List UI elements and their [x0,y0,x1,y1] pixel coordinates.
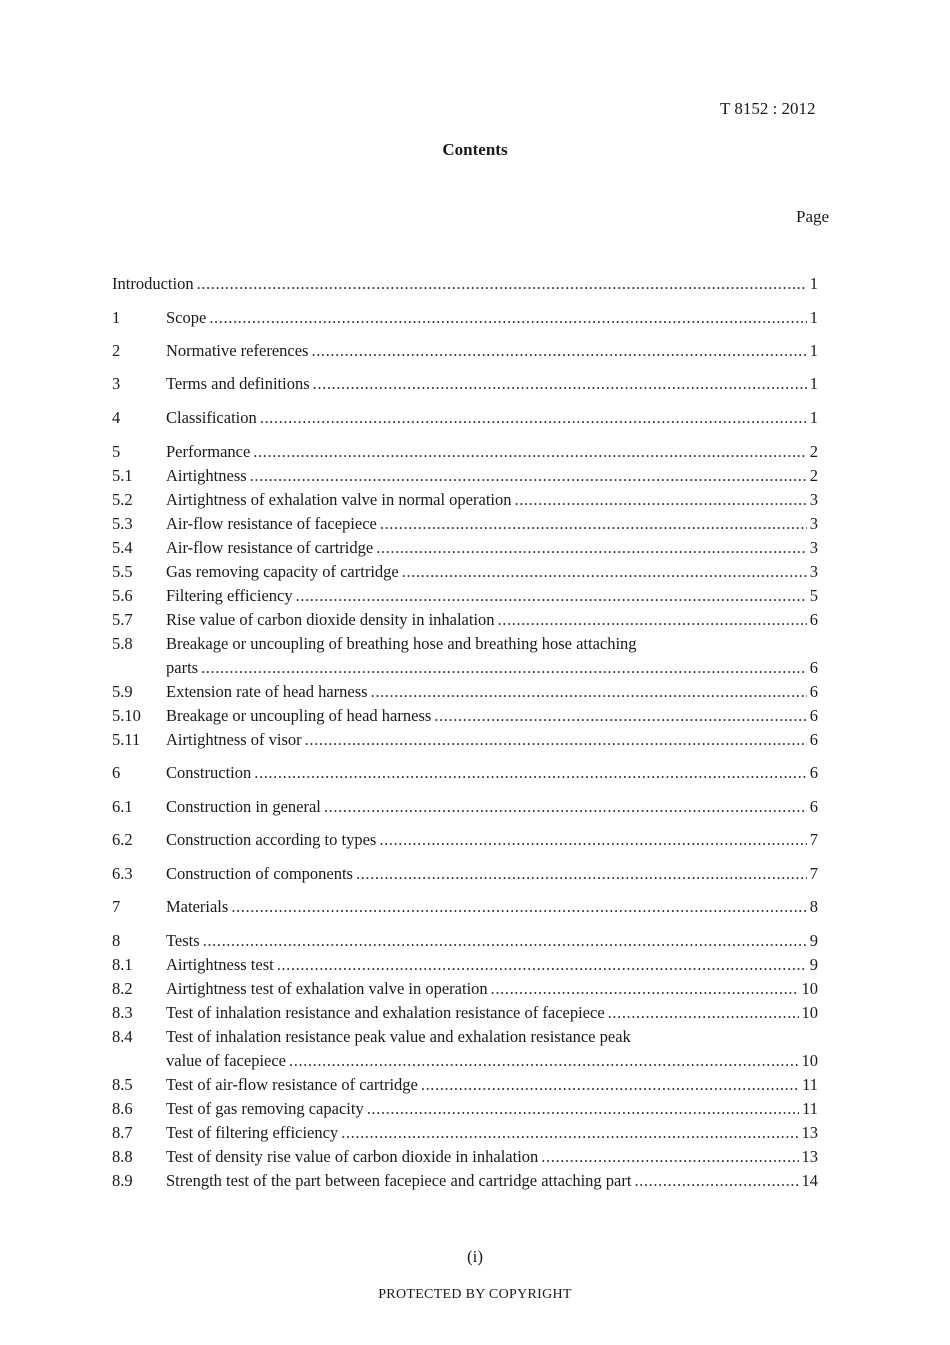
toc-section-number: 8.1 [112,955,133,974]
toc-section-title: Test of gas removing capacity [166,1099,364,1118]
toc-section-title: Airtightness [166,466,247,485]
toc-page-number: 9 [809,931,818,950]
toc-page-number: 11 [802,1099,818,1118]
toc-section-title: Materials [166,897,229,916]
dot-leader [371,680,807,704]
toc-section-number: 5.10 [112,706,141,725]
toc-section-title: Breakage or uncoupling of head harness [166,706,432,725]
dot-leader [515,488,807,512]
toc-section-title: Normative references [166,341,309,360]
toc-section-title: Extension rate of head harness [166,682,368,701]
toc-entry[interactable] [112,584,818,608]
toc-page-number: 10 [801,1003,818,1022]
toc-section-number: 6.1 [112,797,133,816]
toc-entry[interactable] [112,608,818,632]
toc-page-number: 1 [809,408,818,427]
toc-section-title: Breakage or uncoupling of breathing hose and breathing hose attaching [166,634,637,653]
toc-entry[interactable] [112,704,818,728]
toc-section-number: 5.6 [112,586,133,605]
dot-leader [203,929,807,953]
toc-page-number: 3 [809,562,818,581]
toc-page-number: 2 [809,442,818,461]
toc-entry[interactable] [112,440,818,464]
toc-section-title: Test of density rise value of carbon dioxide in inhalation [166,1147,539,1166]
toc-page-number: 7 [809,830,818,849]
toc-page-number: 13 [801,1123,818,1142]
toc-entry[interactable] [112,536,818,560]
dot-leader [324,795,807,819]
dot-leader [341,1121,798,1145]
toc-section-number: 2 [112,341,121,360]
dot-leader [231,895,806,919]
dot-leader [305,728,807,752]
toc-section-title: Test of filtering efficiency [166,1123,339,1142]
toc-section-title: Air-flow resistance of cartridge [166,538,374,557]
toc-entry[interactable] [112,464,818,488]
copyright-notice: PROTECTED BY COPYRIGHT [378,1287,572,1302]
toc-section-number: 5.5 [112,562,133,581]
toc-section-number: 8.4 [112,1027,133,1046]
toc-page-number: 1 [809,374,818,393]
toc-page-number: 8 [809,897,818,916]
toc-entry[interactable] [112,560,818,584]
toc-section-title: Airtightness of exhalation valve in normal operation [166,490,512,509]
toc-section-title: Test of inhalation resistance and exhalation resistance of facepiece [166,1003,605,1022]
dot-leader [379,828,806,852]
toc-entry[interactable] [112,1169,818,1193]
toc-section-title: Air-flow resistance of facepiece [166,514,377,533]
footer-page-number: (i) [466,1247,484,1266]
toc-section-number: 5.9 [112,682,133,701]
toc-section-number: 6.2 [112,830,133,849]
toc-page-number: 6 [809,706,818,725]
toc-page-number: 1 [809,308,818,327]
toc-entry[interactable] [112,977,818,1001]
toc-section-number: 7 [112,897,121,916]
toc-page-number: 9 [809,955,818,974]
dot-leader [356,862,807,886]
toc-section-number: 8.8 [112,1147,133,1166]
toc-section-title: Airtightness test of exhalation valve in operation [166,979,488,998]
toc-entry[interactable] [112,795,818,819]
toc-page-number: 1 [809,274,818,293]
toc-section-number: 8.3 [112,1003,133,1022]
dot-leader [434,704,806,728]
dot-leader [313,372,807,396]
toc-section-number: 3 [112,374,121,393]
toc-entry[interactable] [112,862,818,886]
dot-leader [311,339,806,363]
toc-page-number: 6 [809,682,818,701]
toc-entry[interactable] [112,1025,818,1073]
toc-page-number: 5 [809,586,818,605]
toc-page-number: 6 [809,730,818,749]
toc-page-number: 11 [802,1075,818,1094]
dot-leader [209,306,806,330]
toc-section-number: 8 [112,931,121,950]
toc-page-number: 3 [809,538,818,557]
toc-section-title: Terms and definitions [166,374,310,393]
toc-page-number: 6 [809,763,818,782]
page-column-label: Page [796,207,830,226]
toc-section-title: Gas removing capacity of cartridge [166,562,399,581]
dot-leader [380,512,807,536]
toc-section-title: Strength test of the part between facepiece and cartridge attaching part [166,1171,632,1190]
toc-section-number: 1 [112,308,121,327]
toc-entry[interactable] [112,953,818,977]
toc-section-number: 5.11 [112,730,141,749]
toc-section-number: 5 [112,442,121,461]
toc-entry[interactable] [112,1145,818,1169]
toc-entry[interactable] [112,372,818,396]
toc-section-number: 5.8 [112,634,133,653]
toc-section-title: Construction of components [166,864,353,883]
dot-leader [296,584,807,608]
toc-page-number: 6 [809,797,818,816]
dot-leader [376,536,807,560]
toc-entry[interactable] [112,728,818,752]
toc-section-title: Performance [166,442,251,461]
toc-section-title: Scope [166,308,207,327]
toc-entry[interactable] [112,1121,818,1145]
document-code: T 8152 : 2012 [720,99,816,118]
toc-entry[interactable] [112,1001,818,1025]
toc-section-title: Construction [166,763,252,782]
toc-section-number: 5.4 [112,538,133,557]
dot-leader [250,464,807,488]
dot-leader [197,272,807,296]
toc-section-title-continued: value of facepiece [166,1051,286,1070]
dot-leader [634,1169,798,1193]
toc-entry[interactable] [112,512,818,536]
toc-section-title: Classification [166,408,257,427]
toc-entry[interactable] [112,339,818,363]
toc-page-number: 3 [809,514,818,533]
toc-section-number: 5.7 [112,610,133,629]
toc-section-title: Test of air-flow resistance of cartridge [166,1075,418,1094]
dot-leader [289,1049,799,1073]
dot-leader [421,1073,799,1097]
toc-page-number: 1 [809,341,818,360]
toc-section-number: 8.2 [112,979,133,998]
toc-section-title: Test of inhalation resistance peak value and exhalation resistance peak [166,1027,631,1046]
toc-section-number: 5.3 [112,514,133,533]
dot-leader [260,406,807,430]
toc-section-title: Filtering efficiency [166,586,293,605]
dot-leader [491,977,799,1001]
toc-section-number: 8.5 [112,1075,133,1094]
toc-section-number: 6.3 [112,864,133,883]
dot-leader [201,656,807,680]
toc-section-number: 8.9 [112,1171,133,1190]
toc-section-title: Airtightness of visor [166,730,302,749]
toc-section-title: Rise value of carbon dioxide density in inhalation [166,610,495,629]
toc-page-number: 13 [801,1147,818,1166]
dot-leader [541,1145,798,1169]
toc-entry[interactable] [112,488,818,512]
toc-page-number: 10 [801,1051,818,1070]
toc-entry[interactable] [112,272,818,296]
toc-section-number: 5.2 [112,490,133,509]
toc-section-title: Introduction [112,274,194,293]
toc-entry[interactable] [112,1097,818,1121]
dot-leader [254,761,807,785]
toc-entry[interactable] [112,895,818,919]
toc-page-number: 14 [801,1171,818,1190]
toc-entry[interactable] [112,632,818,680]
toc-section-number: 6 [112,763,121,782]
toc-section-title: Construction in general [166,797,321,816]
dot-leader [253,440,806,464]
toc-section-number: 8.6 [112,1099,133,1118]
toc-entry[interactable] [112,1073,818,1097]
toc-section-number: 5.1 [112,466,133,485]
toc-section-title: Construction according to types [166,830,377,849]
toc-entry[interactable] [112,406,818,430]
page-title: Contents [442,140,508,159]
toc-page-number: 7 [809,864,818,883]
toc-entry[interactable] [112,761,818,785]
dot-leader [367,1097,799,1121]
toc-section-title-continued: parts [166,658,199,677]
dot-leader [402,560,807,584]
toc-entry[interactable] [112,680,818,704]
toc-page-number: 6 [809,658,818,677]
toc-section-title: Tests [166,931,200,950]
toc-page-number: 3 [809,490,818,509]
dot-leader [498,608,807,632]
toc-page-number: 2 [809,466,818,485]
toc-section-number: 4 [112,408,121,427]
toc-entry[interactable] [112,929,818,953]
toc-page-number: 10 [801,979,818,998]
dot-leader [277,953,807,977]
dot-leader [608,1001,799,1025]
toc-section-title: Airtightness test [166,955,274,974]
toc-section-number: 8.7 [112,1123,133,1142]
toc-page-number: 6 [809,610,818,629]
toc-entry[interactable] [112,828,818,852]
toc-entry[interactable] [112,306,818,330]
